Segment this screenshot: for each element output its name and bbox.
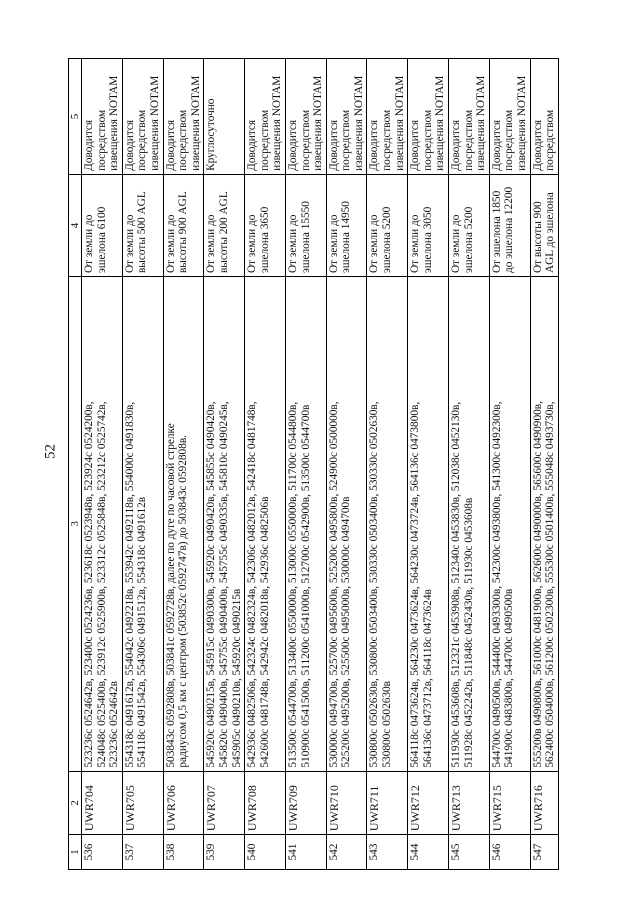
zone-mode-line: посредством — [136, 109, 149, 171]
zone-mode-line: посредством — [299, 109, 312, 171]
zone-height-line: высоты 500 AGL — [136, 191, 149, 274]
zone-mode-line: извещения NOTAM — [475, 75, 488, 171]
zone-mode-line: Доводится — [531, 119, 544, 171]
zone-mode — [530, 59, 558, 175]
zone-mode — [285, 59, 326, 175]
zone-coordinates-line: 530000с 0494700в, 525700с 0495600в, 525200с 0495800в, 524900с 0500000в, — [327, 401, 340, 768]
zone-height-line: От земли до — [205, 214, 218, 274]
zone-mode — [204, 59, 245, 175]
zone-height — [245, 174, 286, 276]
zone-height — [326, 174, 367, 276]
zone-coordinates-line: 503843с 0592808в, 503841с 0592728в, далее по дуге по часовой стрелке — [164, 423, 177, 768]
zone-mode-line: Доводится — [368, 119, 381, 171]
zone-coordinates-line: 544700с 0490500в, 544400с 0493300в, 542300с 0493800в, 541300с 0492300в, — [490, 401, 503, 768]
row-number: 538 — [163, 835, 204, 870]
zone-coordinates — [367, 277, 408, 772]
header-row — [69, 59, 82, 870]
zone-coordinates-line: 542600с 0481748в, 542942с 0482018в, 542936с 0482506в — [258, 496, 271, 768]
zone-coordinates-line: 562400с 0504000в, 561200с 0502300в, 555300с 0501400в, 555048с 0493730в, — [544, 401, 557, 768]
zone-mode — [122, 59, 163, 175]
zone-coordinates-line: 530800с 0502630в, 530800с 0503400в, 530330с 0503400в, 530330с 0502630в, — [368, 401, 381, 768]
zone-mode-line: извещения NOTAM — [108, 75, 121, 171]
header-col-4: 4 — [69, 174, 82, 276]
zone-coordinates-line: 564136с 0473712в, 564118с 0473624в — [421, 589, 434, 768]
zone-mode-line: извещения NOTAM — [516, 75, 528, 171]
zone-height-line: От земли до — [450, 214, 463, 274]
table-row — [489, 59, 530, 870]
zone-height-line: эшелона 5200 — [381, 206, 394, 274]
zone-height-line: высоты 900 AGL — [177, 191, 190, 274]
zone-mode-line: посредством — [177, 109, 190, 171]
rotated-table-container — [68, 58, 625, 870]
zone-coordinates-line: 545820с 0490400в, 545755с 0490400в, 545755с 0490335в, 545810с 0490245в, — [217, 401, 230, 768]
table-row — [530, 59, 558, 870]
zone-height-line: до эшелона 12200 — [503, 186, 516, 274]
zone-code: UWR715 — [489, 771, 530, 835]
zone-coordinates — [530, 277, 558, 772]
zone-mode-line: Доводится — [286, 119, 299, 171]
zone-mode-line: извещения NOTAM — [352, 75, 365, 171]
zone-coordinates-line: 545905с 0490210в, 545920с 0490215в — [230, 588, 243, 768]
zone-coordinates — [408, 277, 449, 772]
zone-height-line: От земли до — [327, 214, 340, 274]
table-row — [449, 59, 490, 870]
zone-coordinates — [285, 277, 326, 772]
zone-coordinates-line: 554118с 0491542в, 554306с 0491512в, 554318с 0491612в — [136, 496, 149, 768]
zone-mode-line: извещения NOTAM — [393, 75, 406, 171]
zone-mode-line: посредством — [381, 109, 394, 171]
zone-coordinates-line: 523236с 0524642в, 523400с 0524236в, 523618с 0523948в, 523924с 0524200в, — [83, 401, 95, 768]
zone-height — [204, 174, 245, 276]
zone-code: UWR709 — [285, 771, 326, 835]
zone-mode-line: извещения NOTAM — [312, 75, 325, 171]
zone-code: UWR713 — [449, 771, 490, 835]
zone-coordinates-line: 530800с 0502630в — [381, 680, 394, 768]
zone-height-line: эшелона 3050 — [421, 206, 434, 274]
restricted-zones-table — [68, 58, 559, 870]
table-row — [82, 59, 123, 870]
zone-height — [530, 174, 558, 276]
rotated-table-wrapper — [68, 58, 625, 870]
zone-coordinates — [489, 277, 530, 772]
zone-coordinates-line: 542936с 0482506в, 542324с 0482324в, 542306с 0482012в, 542418с 0481748в, — [246, 401, 259, 768]
zone-height-line: От земли до — [368, 214, 381, 274]
zone-coordinates-line: 513500с 0544700в, 513400с 0550000в, 513000с 0550000в, 511700с 0544800в, — [286, 401, 299, 768]
zone-coordinates-line: 555200в 0490800в, 561000с 0481900в, 562600с 0490000в, 565600с 0490900в, — [531, 401, 544, 768]
zone-height — [285, 174, 326, 276]
zone-coordinates-line: радиусом 0,5 км с центром (503852с 0592747в) до 503843с 0592808в. — [177, 434, 190, 768]
row-number: 544 — [408, 835, 449, 870]
zone-height-line: эшелона 15550 — [299, 201, 312, 274]
zone-mode-line: извещения NOTAM — [434, 75, 447, 171]
row-number: 546 — [489, 835, 530, 870]
table-row — [163, 59, 204, 870]
zone-coordinates-line: 524048с 0525400в, 523912с 0525900в, 523312с 0525848в, 523212с 0525742в, — [95, 401, 108, 768]
zone-height — [122, 174, 163, 276]
zone-height-line: От земли до — [164, 214, 177, 274]
table-row — [245, 59, 286, 870]
table-row — [122, 59, 163, 870]
zone-height-line: эшелона 14950 — [340, 201, 353, 274]
zone-mode-line: посредством — [421, 109, 434, 171]
zone-coordinates — [163, 277, 204, 772]
table-row — [326, 59, 367, 870]
zone-mode-line: Круглосуточно — [205, 98, 218, 171]
zone-code: UWR706 — [163, 771, 204, 835]
zone-height-line: От высоты 900 — [531, 201, 544, 274]
zone-mode-line: Доводится — [490, 119, 503, 171]
row-number: 540 — [245, 835, 286, 870]
zone-mode-line: посредством — [95, 109, 108, 171]
zone-mode — [489, 59, 530, 175]
zone-mode-line: Доводится — [123, 119, 136, 171]
header-col-1: 1 — [69, 835, 82, 870]
zone-coordinates — [449, 277, 490, 772]
zone-mode-line: посредством — [544, 109, 557, 171]
zone-mode-line: Доводится — [409, 119, 422, 171]
row-number: 537 — [122, 835, 163, 870]
zone-height-line: От земли до — [286, 214, 299, 274]
zone-coordinates-line: 525200с 0495200в, 525500с 0495000в, 530000с 0494700в — [340, 496, 353, 768]
row-number: 542 — [326, 835, 367, 870]
table-row — [204, 59, 245, 870]
zone-height-line: От земли до — [246, 214, 259, 274]
zone-coordinates — [245, 277, 286, 772]
zone-mode-line: Доводится — [164, 119, 177, 171]
row-number: 541 — [285, 835, 326, 870]
zone-mode-line: извещения NOTAM — [189, 75, 202, 171]
zone-coordinates — [204, 277, 245, 772]
zone-mode-line: Доводится — [327, 119, 340, 171]
zone-mode-line: посредством — [258, 109, 271, 171]
zone-code: UWR705 — [122, 771, 163, 835]
zone-mode — [449, 59, 490, 175]
header-col-3: 3 — [69, 277, 82, 772]
zone-height — [367, 174, 408, 276]
zone-mode-line: Доводится — [450, 119, 463, 171]
row-number: 543 — [367, 835, 408, 870]
zone-mode — [245, 59, 286, 175]
zone-mode — [326, 59, 367, 175]
zone-height-line: От земли до — [83, 214, 95, 274]
zone-coordinates-line: 510900с 0541500в, 511200с 0541000в, 512700с 0542900в, 513500с 0544700в — [299, 404, 312, 768]
zone-coordinates-line: 554318с 0491612в, 554042с 0492218в, 553942с 0492118в, 554000с 0491830в, — [123, 401, 136, 768]
zone-mode — [82, 59, 123, 175]
header-col-2: 2 — [69, 771, 82, 835]
zone-height — [489, 174, 530, 276]
zone-coordinates-line: 511928с 0452242в, 511848с 0452430в, 511930с 0453608в — [462, 497, 475, 768]
zone-height — [82, 174, 123, 276]
row-number: 539 — [204, 835, 245, 870]
zone-height-line: эшелона 6100 — [95, 206, 108, 274]
zone-coordinates — [122, 277, 163, 772]
zone-code: UWR707 — [204, 771, 245, 835]
zone-height-line: От земли до — [409, 214, 422, 274]
zone-mode — [163, 59, 204, 175]
zone-mode-line: посредством — [340, 109, 353, 171]
zone-coordinates — [82, 277, 123, 772]
row-number: 536 — [82, 835, 123, 870]
row-number: 547 — [530, 835, 558, 870]
zone-mode-line: посредством — [503, 109, 516, 171]
zone-code: UWR704 — [82, 771, 123, 835]
table-row — [285, 59, 326, 870]
zone-coordinates-line: 545920с 0490215в, 545915с 0490300в, 545920с 0490420в, 545855с 0490420в, — [205, 401, 218, 768]
zone-height-line: AGL до эшелона — [544, 192, 557, 274]
zone-mode-line: посредством — [462, 109, 475, 171]
zone-height-line: эшелона 5200 — [462, 206, 475, 274]
zone-mode-line: Доводится — [83, 119, 95, 171]
zone-mode-line: извещения NOTAM — [148, 75, 161, 171]
zone-code: UWR708 — [245, 771, 286, 835]
zone-mode-line: Доводится — [246, 119, 259, 171]
zone-coordinates-line: 541900с 0483800в, 544700с 0490500в — [503, 588, 516, 768]
table-body — [82, 59, 559, 870]
zone-height-line: От эшелона 1850 — [490, 190, 503, 274]
row-number: 545 — [449, 835, 490, 870]
zone-height — [163, 174, 204, 276]
page-number: 52 — [42, 444, 59, 459]
zone-coordinates-line: 564118с 0473624в, 564230с 0473624в, 564230с 0473724в, 564136с 0473800в, — [409, 401, 422, 768]
zone-height — [449, 174, 490, 276]
zone-coordinates-line: 523236с 0524642в — [108, 680, 121, 768]
zone-coordinates-line: 511930с 0453608в, 512321с 0453908в, 512340с 0453830в, 512038с 0452130в, — [450, 401, 463, 768]
zone-code: UWR710 — [326, 771, 367, 835]
zone-code: UWR711 — [367, 771, 408, 835]
zone-height-line: От земли до — [123, 214, 136, 274]
zone-height-line: эшелона 3650 — [258, 206, 271, 274]
table-row — [408, 59, 449, 870]
zone-mode-line: извещения NOTAM — [271, 75, 284, 171]
header-col-5: 5 — [69, 59, 82, 175]
zone-code: UWR712 — [408, 771, 449, 835]
zone-mode — [367, 59, 408, 175]
table-row — [367, 59, 408, 870]
zone-height-line: высоты 200 AGL — [217, 191, 230, 274]
zone-mode — [408, 59, 449, 175]
zone-coordinates — [326, 277, 367, 772]
zone-height — [408, 174, 449, 276]
zone-code: UWR716 — [530, 771, 558, 835]
